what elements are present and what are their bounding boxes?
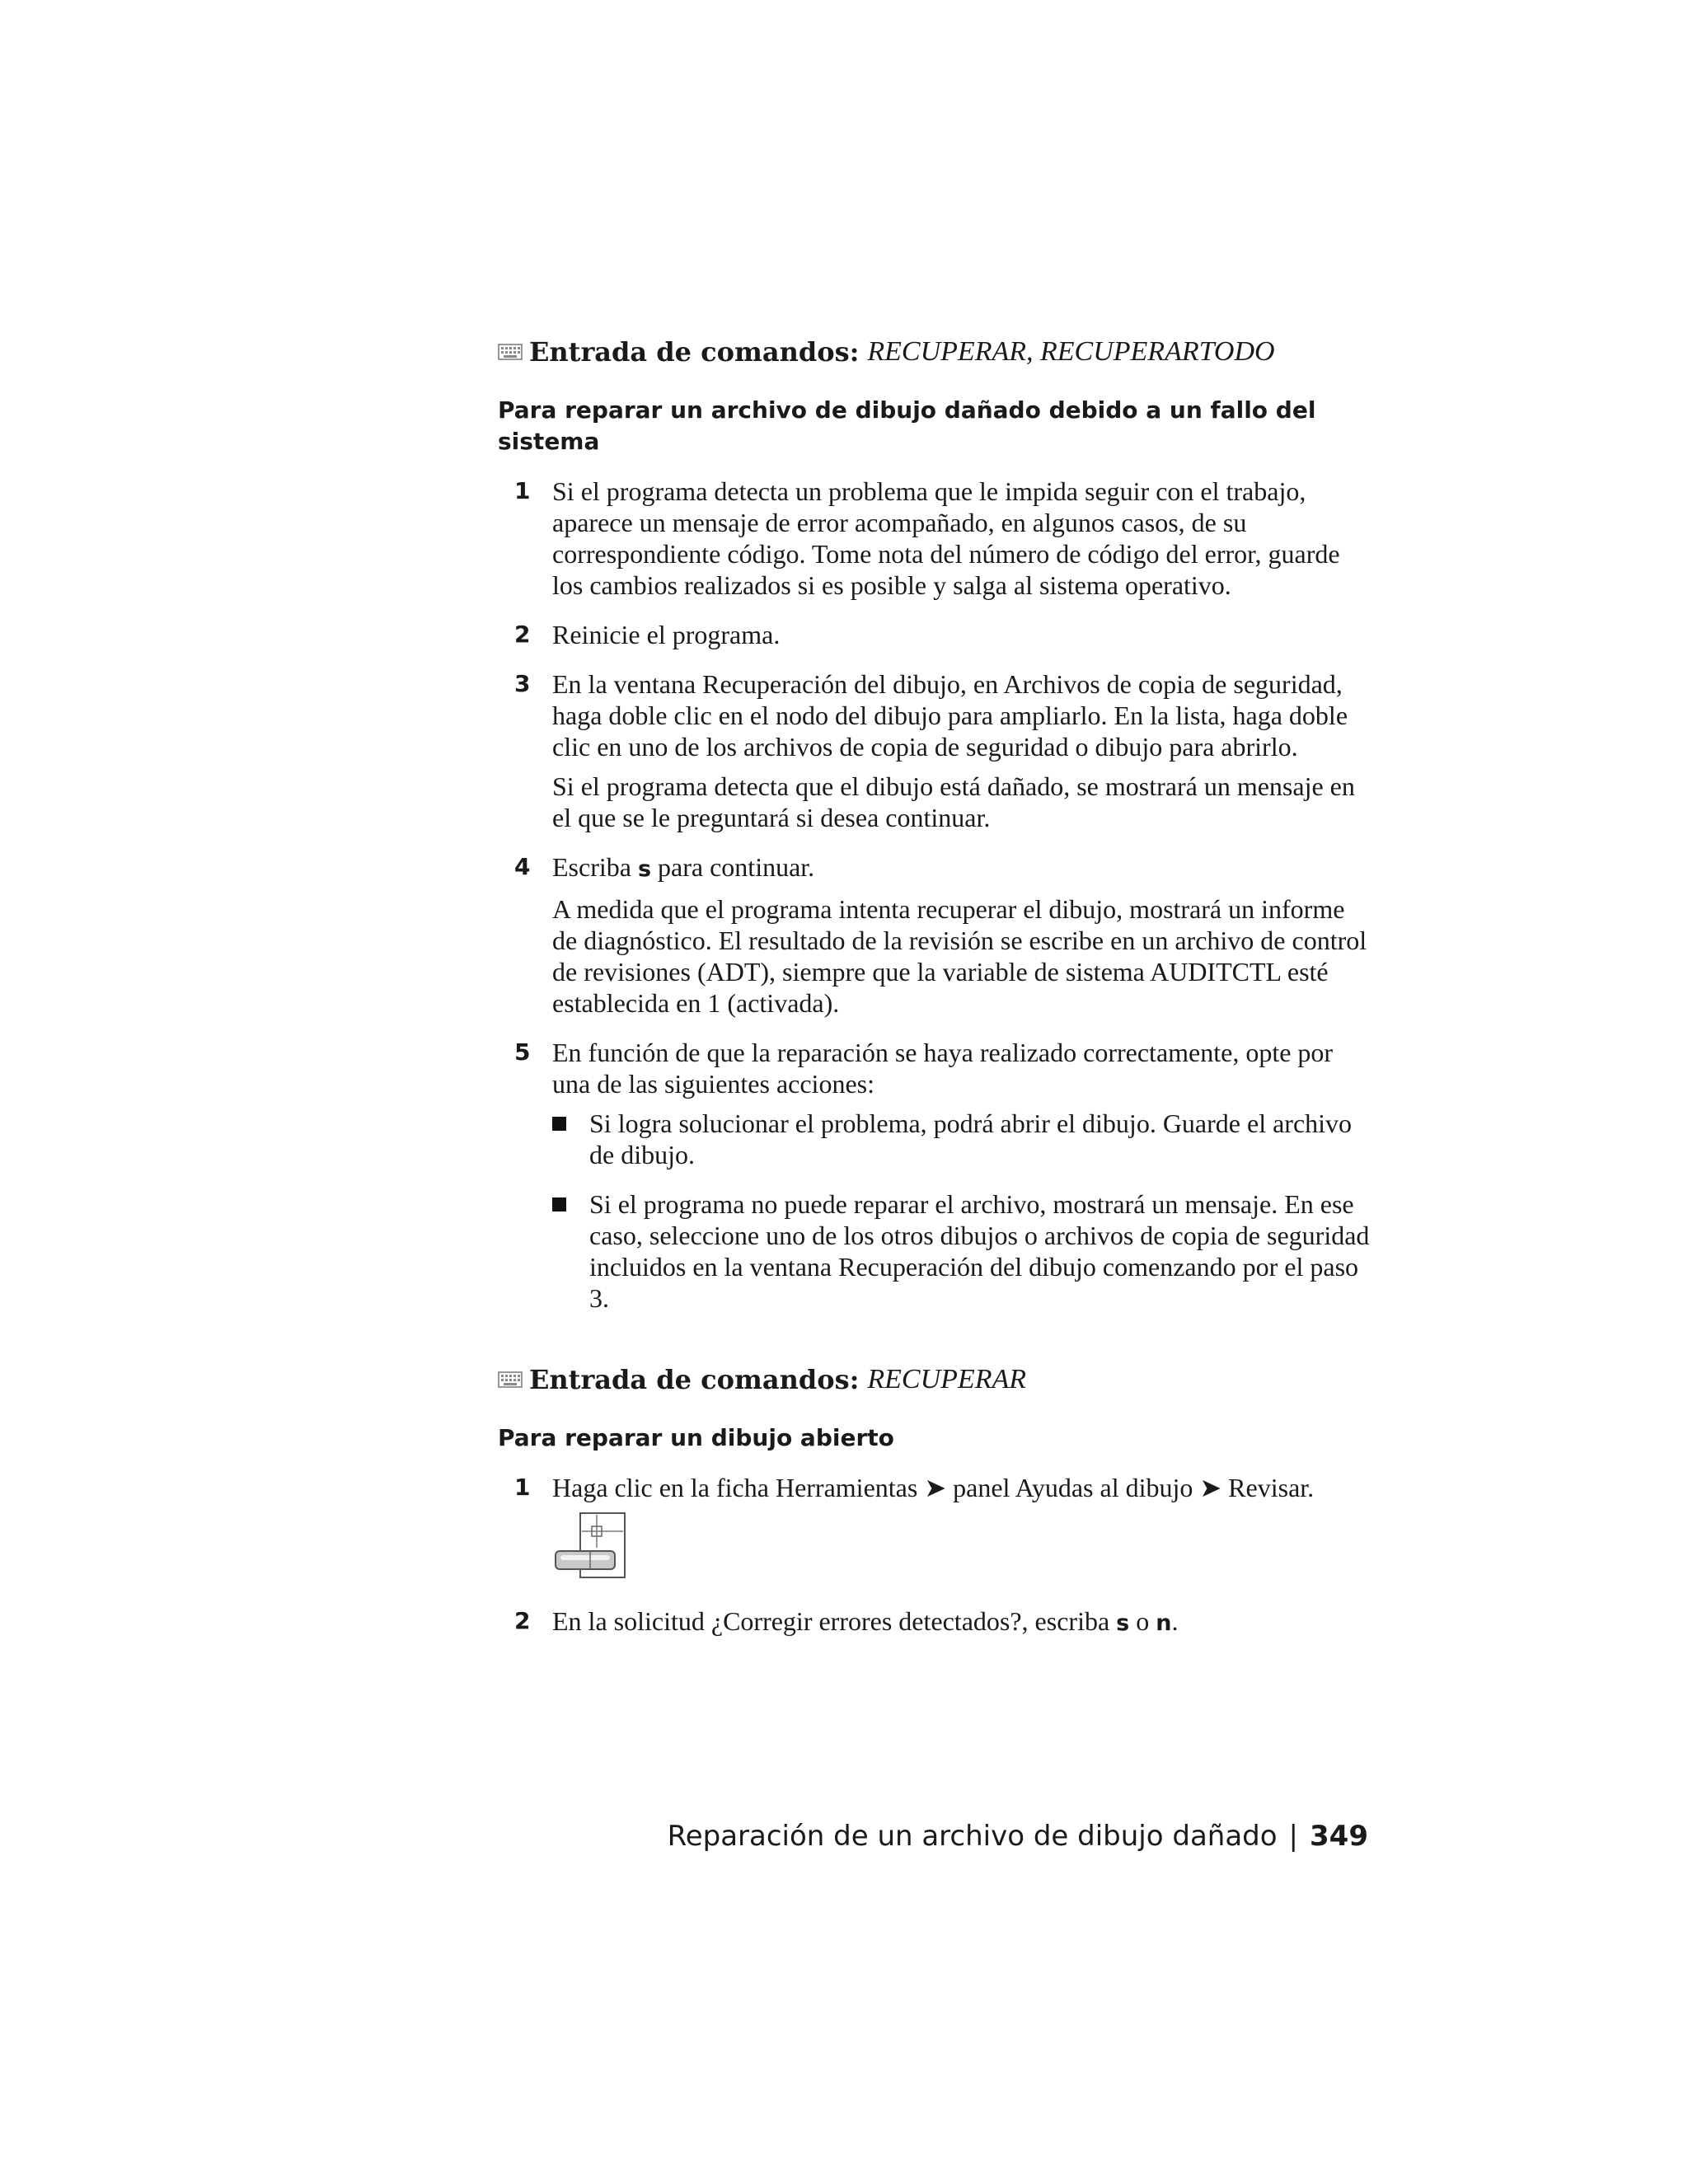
step-number: 2	[514, 621, 531, 648]
command-entry-2	[498, 1361, 1372, 1398]
procedure-steps-2	[498, 1472, 1372, 1639]
step-text	[552, 851, 1372, 885]
step-2	[498, 619, 1372, 650]
audit-tool-icon	[552, 1511, 628, 1581]
step-3	[498, 668, 1372, 833]
page-number: 349	[1310, 1820, 1368, 1853]
bullet-square-icon	[552, 1117, 566, 1131]
step-note: Si el programa detecta que el dibujo está dañado, se mostrará un mensaje en el que se le preguntará si desea continuar.	[552, 771, 1355, 832]
step-text-before: Escriba	[552, 852, 638, 882]
step-number: 5	[514, 1038, 531, 1066]
step-2	[498, 1605, 1372, 1639]
step-text-before: En la solicitud ¿Corregir errores detectados?, escriba	[552, 1606, 1117, 1636]
step-number: 1	[514, 1474, 531, 1501]
key-s: s	[637, 856, 652, 882]
step-text: Si el programa detecta un problema que le impida seguir con el trabajo, aparece un mensaje de error acompañado, en algunos casos, de su correspondiente código. Tome nota del número de código del error, guarde los cambios realizados si es posible y salga al sistema operativo.	[552, 476, 1340, 600]
command-entry-1	[498, 334, 1372, 370]
step-text-mid: o	[1129, 1606, 1156, 1636]
step-number: 1	[514, 477, 531, 504]
step-number: 2	[514, 1607, 531, 1634]
page-footer	[668, 1818, 1368, 1854]
step-text: Haga clic en la ficha Herramientas ➤ panel Ayudas al dibujo ➤ Revisar.	[552, 1473, 1315, 1502]
command-entry-label: Entrada de comandos:	[529, 1364, 860, 1395]
key-n: n	[1156, 1610, 1172, 1636]
command-entry-value: RECUPERAR, RECUPERARTODO	[867, 336, 1275, 367]
command-entry-label: Entrada de comandos:	[529, 336, 860, 368]
step-number: 4	[514, 853, 531, 880]
step-text	[552, 1605, 1372, 1639]
procedure-heading-1: Para reparar un archivo de dibujo dañado debido a un fallo del sistema	[498, 396, 1316, 455]
list-item	[552, 1108, 1372, 1170]
footer-title: Reparación de un archivo de dibujo dañado	[667, 1820, 1278, 1853]
keyboard-icon	[498, 343, 523, 361]
page-content	[498, 334, 1372, 1657]
step-text: Reinicie el programa.	[552, 620, 781, 649]
step-number: 3	[514, 670, 531, 697]
options-list	[552, 1108, 1372, 1314]
step-text-after: para continuar.	[651, 852, 815, 882]
step-1	[498, 1472, 1372, 1587]
step-5	[498, 1037, 1372, 1314]
step-text: En función de que la reparación se haya realizado correctamente, opte por una de las siguientes acciones:	[552, 1038, 1334, 1099]
section-2	[498, 1361, 1372, 1639]
command-entry-value: RECUPERAR	[867, 1364, 1027, 1394]
keyboard-icon	[498, 1371, 523, 1389]
step-note: A medida que el programa intenta recuperar el dibujo, mostrará un informe de diagnóstico. El resultado de la revisión se escribe en un archivo de control de revisiones (ADT), siempre que la variable de sistema AUDITCTL esté establecida en 1 (activada).	[552, 894, 1367, 1018]
procedure-steps-1	[498, 476, 1372, 1314]
step-1	[498, 476, 1372, 601]
step-text: En la ventana Recuperación del dibujo, en Archivos de copia de seguridad, haga doble clic en el nodo del dibujo para ampliarlo. En la lista, haga doble clic en uno de los archivos de copia de seguridad o dibujo para abrirlo.	[552, 669, 1348, 762]
step-text-after: .	[1171, 1606, 1179, 1636]
key-s: s	[1116, 1610, 1130, 1636]
bullet-text: Si logra solucionar el problema, podrá abrir el dibujo. Guarde el archivo de dibujo.	[589, 1108, 1353, 1169]
list-item	[552, 1188, 1372, 1314]
step-4	[498, 851, 1372, 1019]
bullet-square-icon	[552, 1197, 566, 1212]
procedure-heading-2: Para reparar un dibujo abierto	[498, 1424, 894, 1451]
bullet-text: Si el programa no puede reparar el archivo, mostrará un mensaje. En ese caso, seleccione uno de los otros dibujos o archivos de copia de seguridad incluidos en la ventana Recuperación del dibujo comenzando por el paso 3.	[589, 1189, 1370, 1313]
footer-separator: |	[1288, 1820, 1299, 1853]
